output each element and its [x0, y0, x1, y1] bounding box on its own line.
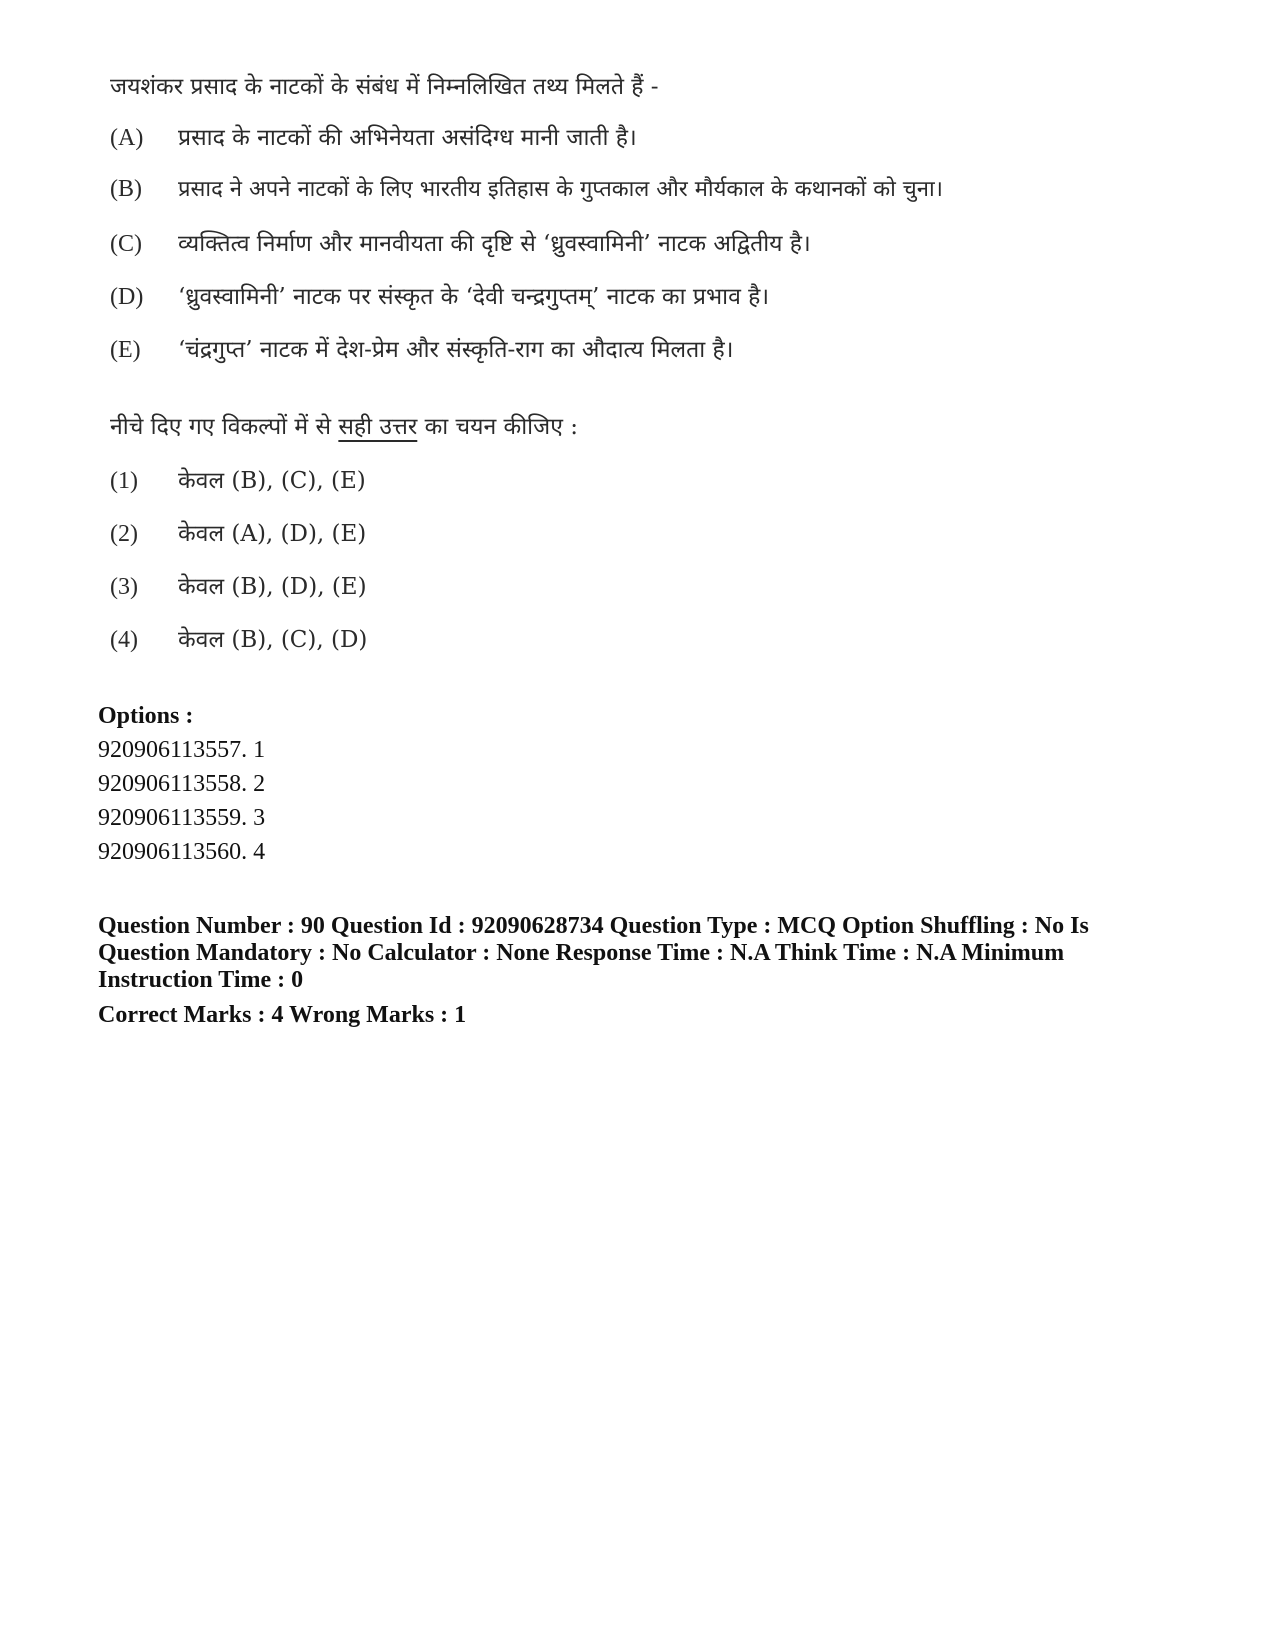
choice-text: केवल (A), (D), (E): [178, 521, 367, 547]
statement-label: (A): [110, 125, 144, 151]
question-info-line: Instruction Time : 0: [98, 967, 304, 993]
marks-info: Correct Marks : 4 Wrong Marks : 1: [98, 1002, 467, 1028]
statement-label: (D): [110, 284, 144, 310]
option-item: 920906113557. 1: [98, 737, 266, 763]
choice-label: (3): [110, 574, 138, 600]
statement-label: (E): [110, 337, 141, 363]
statement-text: व्यक्तित्व निर्माण और मानवीयता की दृष्टि से ‘ध्रुवस्वामिनी’ नाटक अद्वितीय है।: [178, 231, 811, 257]
option-item: 920906113558. 2: [98, 771, 266, 797]
choice-label: (4): [110, 627, 138, 653]
options-heading: Options :: [98, 703, 194, 729]
instruction-emphasis: सही उत्तर: [338, 414, 418, 440]
question-info: [98, 913, 1178, 994]
instruction-text: नीचे दिए गए विकल्पों में से: [110, 414, 339, 440]
instruction: [110, 407, 1110, 447]
question-image: [110, 60, 1110, 675]
option-item: 920906113559. 3: [98, 805, 266, 831]
statement-label: (C): [110, 231, 142, 257]
question-metadata: [98, 700, 1178, 1029]
choice-text: केवल (B), (C), (E): [178, 468, 366, 494]
statement-a: [110, 120, 1110, 173]
statement-b: [110, 173, 1110, 226]
statement-text: ‘ध्रुवस्वामिनी’ नाटक पर संस्कृत के ‘देवी चन्द्रगुप्तम्’ नाटक का प्रभाव है।: [178, 284, 770, 310]
option-item: 920906113560. 4: [98, 839, 266, 865]
choice-text: केवल (B), (D), (E): [178, 574, 367, 600]
question-info-line: Question Mandatory : No Calculator : None Response Time : N.A Think Time : N.A Minimum: [98, 940, 1065, 966]
choice-3: [110, 569, 1110, 622]
statement-text: प्रसाद ने अपने नाटकों के लिए भारतीय इतिहास के गुप्तकाल और मौर्यकाल के कथानकों को चुना।: [178, 177, 944, 202]
question-stem: जयशंकर प्रसाद के नाटकों के संबंध में निम्नलिखित तथ्य मिलते हैं -: [110, 74, 659, 100]
choice-4: [110, 622, 1110, 675]
statement-text: ‘चंद्रगुप्त’ नाटक में देश-प्रेम और संस्कृति-राग का औदात्य मिलता है।: [178, 337, 734, 363]
statement-c: [110, 226, 1110, 279]
statement-label: (B): [110, 176, 142, 202]
statement-text: प्रसाद के नाटकों की अभिनेयता असंदिग्ध मानी जाती है।: [178, 125, 637, 151]
choice-text: केवल (B), (C), (D): [178, 627, 368, 653]
question-info-line: Question Number : 90 Question Id : 92090628734 Question Type : MCQ Option Shuffling : No Is: [98, 913, 1089, 939]
instruction-text-end: का चयन कीजिए :: [417, 414, 578, 440]
choice-label: (1): [110, 468, 138, 494]
choice-1: [110, 463, 1110, 516]
choice-label: (2): [110, 521, 138, 547]
statement-d: [110, 279, 1110, 332]
choice-2: [110, 516, 1110, 569]
statement-e: [110, 332, 1110, 385]
